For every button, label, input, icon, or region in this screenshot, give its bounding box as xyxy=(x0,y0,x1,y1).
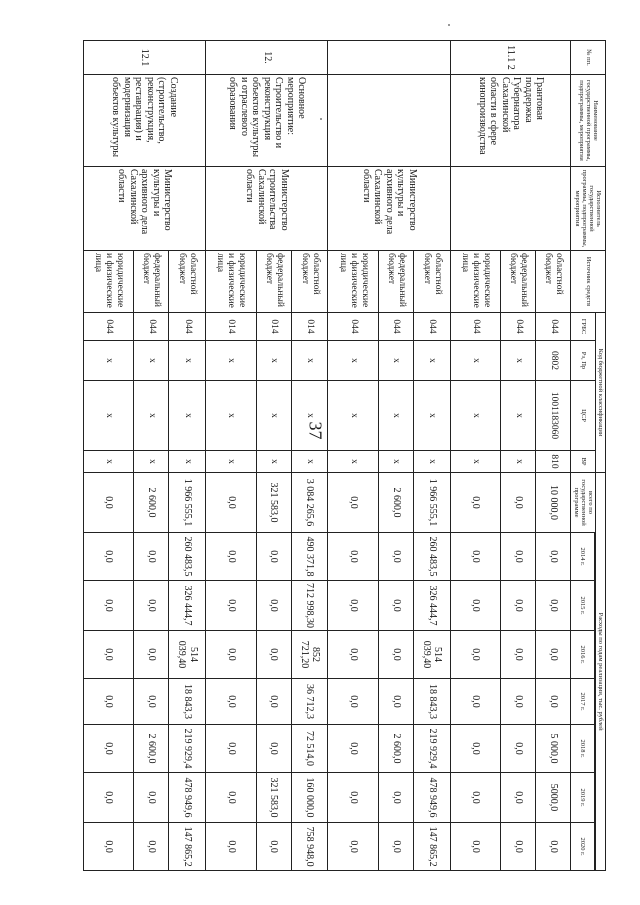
year-value-cell: 0,0 xyxy=(536,679,571,725)
year-value-cell: 2 600,0 xyxy=(134,725,169,773)
year-value-cell: 0,0 xyxy=(256,679,291,725)
measure-name-cell: Грантовая поддержка Губернатора Сахалинской области в сфере кинопроизводства xyxy=(450,75,571,167)
budget-table xyxy=(83,40,606,871)
header-expenses: Расходы по годам реализации, тыс. рублей xyxy=(595,473,605,871)
year-value-cell: 0,0 xyxy=(83,631,134,679)
year-value-cell: 147 865,2 xyxy=(414,823,451,871)
header-years-spacer xyxy=(594,533,595,871)
year-value-cell: 0,0 xyxy=(536,631,571,679)
header-grbs: ГРБС xyxy=(571,313,595,341)
table-row xyxy=(291,41,328,871)
year-value-cell: 0,0 xyxy=(450,631,501,679)
year-value-cell: 0,0 xyxy=(328,725,379,773)
funding-source-cell: областной бюджет xyxy=(169,251,206,313)
year-value-cell: 0,0 xyxy=(450,773,501,823)
vr-cell: х xyxy=(169,451,206,473)
year-value-cell: 0,0 xyxy=(328,773,379,823)
funding-source-cell: юридические и физические лица xyxy=(328,251,379,313)
year-value-cell: 2 600,0 xyxy=(378,725,413,773)
year-value-cell: 219 929,4 xyxy=(414,725,451,773)
rzpr-cell: х xyxy=(328,341,379,381)
year-value-cell: 0,0 xyxy=(328,823,379,871)
csr-cell: х xyxy=(291,381,328,451)
year-value-cell: 0,0 xyxy=(134,533,169,581)
year-value-cell: 0,0 xyxy=(256,725,291,773)
year-value-cell: 0,0 xyxy=(536,823,571,871)
funding-source-cell: юридические и физические лица xyxy=(450,251,501,313)
executor-cell: Министерство строительства Сахалинской области xyxy=(206,167,328,251)
total-cell: 0,0 xyxy=(450,473,501,533)
year-value-cell: 0,0 xyxy=(328,533,379,581)
year-value-cell: 160 000,0 xyxy=(291,773,328,823)
vr-cell: х xyxy=(134,451,169,473)
year-value-cell: 0,0 xyxy=(83,679,134,725)
rzpr-cell: х xyxy=(450,341,501,381)
grbs-cell: 044 xyxy=(169,313,206,341)
csr-cell: х xyxy=(378,381,413,451)
year-value-cell: 0,0 xyxy=(501,725,536,773)
year-value-cell: 0,0 xyxy=(83,581,134,631)
year-value-cell: 490 371,8 xyxy=(291,533,328,581)
table-row xyxy=(169,41,206,871)
rzpr-cell: х xyxy=(378,341,413,381)
budget-table-container xyxy=(93,40,606,870)
csr-cell: х xyxy=(83,381,134,451)
header-vr: ВР xyxy=(571,451,595,473)
year-value-cell: 0,0 xyxy=(134,823,169,871)
row-number-cell: 12.1 xyxy=(83,41,205,75)
total-cell: 1 966 555,1 xyxy=(169,473,206,533)
row-number-cell: 12. xyxy=(206,41,328,75)
year-value-cell: 852 721,20 xyxy=(291,631,328,679)
grbs-cell: 014 xyxy=(291,313,328,341)
total-cell: 0,0 xyxy=(501,473,536,533)
total-cell: 0,0 xyxy=(83,473,134,533)
year-value-cell: 0,0 xyxy=(83,823,134,871)
year-value-cell: 0,0 xyxy=(83,725,134,773)
total-cell: 0,0 xyxy=(328,473,379,533)
year-value-cell: 0,0 xyxy=(501,823,536,871)
year-value-cell: 147 865,2 xyxy=(169,823,206,871)
year-value-cell: 0,0 xyxy=(134,581,169,631)
year-value-cell: 0,0 xyxy=(328,679,379,725)
vr-cell: 810 xyxy=(536,451,571,473)
year-value-cell: 0,0 xyxy=(206,533,257,581)
vr-cell: х xyxy=(414,451,451,473)
year-value-cell: 758 948,0 xyxy=(291,823,328,871)
year-value-cell: 0,0 xyxy=(501,679,536,725)
header-source: Источник средств xyxy=(571,251,606,313)
year-value-cell: 0,0 xyxy=(83,773,134,823)
grbs-cell: 014 xyxy=(206,313,257,341)
grbs-cell: 044 xyxy=(414,313,451,341)
year-value-cell: 0,0 xyxy=(328,631,379,679)
grbs-cell: 014 xyxy=(256,313,291,341)
csr-cell: х xyxy=(328,381,379,451)
year-value-cell: 0,0 xyxy=(256,533,291,581)
year-value-cell: 0,0 xyxy=(134,773,169,823)
year-value-cell: 0,0 xyxy=(134,631,169,679)
measure-name-cell xyxy=(328,75,450,167)
year-value-cell: 326 444,7 xyxy=(169,581,206,631)
rzpr-cell: 0802 xyxy=(536,341,571,381)
year-value-cell: 0,0 xyxy=(206,823,257,871)
header-year: 2020 г. xyxy=(571,823,594,871)
scan-speck xyxy=(448,24,450,26)
year-value-cell: 0,0 xyxy=(450,679,501,725)
funding-source-cell: федеральный бюджет xyxy=(378,251,413,313)
header-year: 2019 г. xyxy=(571,773,594,823)
total-cell: 321 583,0 xyxy=(256,473,291,533)
row-number-cell xyxy=(328,41,450,75)
csr-cell: х xyxy=(501,381,536,451)
year-value-cell: 219 929,4 xyxy=(169,725,206,773)
table-header xyxy=(571,41,606,871)
grbs-cell: 044 xyxy=(83,313,134,341)
funding-source-cell: областной бюджет xyxy=(414,251,451,313)
header-rzpr: Рз, Пр xyxy=(571,341,595,381)
year-value-cell: 0,0 xyxy=(378,631,413,679)
vr-cell: х xyxy=(206,451,257,473)
year-value-cell: 0,0 xyxy=(536,533,571,581)
year-value-cell: 0,0 xyxy=(256,631,291,679)
grbs-cell: 044 xyxy=(328,313,379,341)
table-body xyxy=(83,41,571,871)
executor-cell: Министерство культуры и архивного дела Сахалинской области xyxy=(328,167,450,251)
year-value-cell: 0,0 xyxy=(378,823,413,871)
year-value-cell: 0,0 xyxy=(256,581,291,631)
measure-name-cell: Основное мероприятие: Строительство и реконструкция объектов культуры и отраслевого образования xyxy=(206,75,328,167)
year-value-cell: 0,0 xyxy=(501,773,536,823)
table-row xyxy=(414,41,451,871)
year-value-cell: 18 843,3 xyxy=(414,679,451,725)
rzpr-cell: х xyxy=(414,341,451,381)
year-value-cell: 0,0 xyxy=(501,533,536,581)
funding-source-cell: федеральный бюджет xyxy=(501,251,536,313)
vr-cell: х xyxy=(256,451,291,473)
year-value-cell: 326 444,7 xyxy=(414,581,451,631)
year-value-cell: 0,0 xyxy=(206,631,257,679)
year-value-cell: 0,0 xyxy=(328,581,379,631)
budget-table-rotated xyxy=(93,40,606,870)
vr-cell: х xyxy=(328,451,379,473)
year-value-cell: 0,0 xyxy=(450,581,501,631)
header-budget-class: Код бюджетной классификации xyxy=(595,313,605,473)
header-total: всего по государственной программе xyxy=(571,473,595,533)
grbs-cell: 044 xyxy=(378,313,413,341)
year-value-cell: 514 039,40 xyxy=(414,631,451,679)
grbs-cell: 044 xyxy=(450,313,501,341)
measure-name-cell: Создание (строительство, реконструкция, реставрация) и модернизация объектов культуры xyxy=(83,75,205,167)
funding-source-cell: юридические и физические лица xyxy=(206,251,257,313)
vr-cell: х xyxy=(501,451,536,473)
year-value-cell: 0,0 xyxy=(206,581,257,631)
header-year: 2015 г. xyxy=(571,581,594,631)
rzpr-cell: х xyxy=(134,341,169,381)
header-year: 2016 г. xyxy=(571,631,594,679)
rzpr-cell: х xyxy=(206,341,257,381)
year-value-cell: 0,0 xyxy=(378,773,413,823)
csr-cell: х xyxy=(134,381,169,451)
year-value-cell: 0,0 xyxy=(256,823,291,871)
year-value-cell: 0,0 xyxy=(378,679,413,725)
year-value-cell: 0,0 xyxy=(450,533,501,581)
total-cell: 10 000,0 xyxy=(536,473,571,533)
header-year: 2014 г. xyxy=(571,533,594,581)
csr-cell: х xyxy=(256,381,291,451)
year-value-cell: 0,0 xyxy=(450,823,501,871)
total-cell: 1 966 555,1 xyxy=(414,473,451,533)
year-value-cell: 0,0 xyxy=(450,725,501,773)
csr-cell: 1001183060 xyxy=(536,381,571,451)
csr-cell: х xyxy=(206,381,257,451)
header-executor: Исполнитель государственной программы, подпрограммы, мероприятия xyxy=(571,167,606,251)
executor-cell xyxy=(450,167,571,251)
executor-cell: Министерство культуры и архивного дела Сахалинской области xyxy=(83,167,205,251)
header-year: 2017 г. xyxy=(571,679,594,725)
rzpr-cell: х xyxy=(83,341,134,381)
year-value-cell: 0,0 xyxy=(206,679,257,725)
year-value-cell: 0,0 xyxy=(206,725,257,773)
year-value-cell: 18 843,3 xyxy=(169,679,206,725)
funding-source-cell: областной бюджет xyxy=(536,251,571,313)
year-value-cell: 5000,0 xyxy=(536,773,571,823)
table-row xyxy=(536,41,571,871)
year-value-cell: 478 949,6 xyxy=(414,773,451,823)
csr-cell: х xyxy=(414,381,451,451)
year-value-cell: 260 483,5 xyxy=(414,533,451,581)
year-value-cell: 0,0 xyxy=(378,533,413,581)
funding-source-cell: юридические и физические лица xyxy=(83,251,134,313)
year-value-cell: 478 949,6 xyxy=(169,773,206,823)
header-csr: ЦСР xyxy=(571,381,595,451)
year-value-cell: 0,0 xyxy=(501,631,536,679)
grbs-cell: 044 xyxy=(134,313,169,341)
total-cell: 0,0 xyxy=(206,473,257,533)
year-value-cell: 514 039,40 xyxy=(169,631,206,679)
year-value-cell: 321 583,0 xyxy=(256,773,291,823)
year-value-cell: 712 998,30 xyxy=(291,581,328,631)
header-year: 2018 г. xyxy=(571,725,594,773)
year-value-cell: 0,0 xyxy=(536,581,571,631)
vr-cell: х xyxy=(83,451,134,473)
funding-source-cell: федеральный бюджет xyxy=(256,251,291,313)
row-number-cell: 11.1 2 xyxy=(450,41,571,75)
rzpr-cell: х xyxy=(501,341,536,381)
year-value-cell: 0,0 xyxy=(378,581,413,631)
vr-cell: х xyxy=(291,451,328,473)
rzpr-cell: х xyxy=(256,341,291,381)
total-cell: 2 600,0 xyxy=(134,473,169,533)
year-value-cell: 0,0 xyxy=(83,533,134,581)
year-value-cell: 0,0 xyxy=(206,773,257,823)
funding-source-cell: областной бюджет xyxy=(291,251,328,313)
total-cell: 2 600,0 xyxy=(378,473,413,533)
grbs-cell: 044 xyxy=(536,313,571,341)
funding-source-cell: федеральный бюджет xyxy=(134,251,169,313)
vr-cell: х xyxy=(450,451,501,473)
header-name: Наименование государственной программы, подпрограммы, мероприятия xyxy=(571,75,606,167)
rzpr-cell: х xyxy=(169,341,206,381)
year-value-cell: 0,0 xyxy=(501,581,536,631)
total-cell: 3 084 265,6 xyxy=(291,473,328,533)
year-value-cell: 72 514,0 xyxy=(291,725,328,773)
year-value-cell: 36 712,3 xyxy=(291,679,328,725)
header-num: № пп. xyxy=(571,41,606,75)
vr-cell: х xyxy=(378,451,413,473)
grbs-cell: 044 xyxy=(501,313,536,341)
rzpr-cell: х xyxy=(291,341,328,381)
page-number: 37 xyxy=(305,421,326,440)
year-value-cell: 5 000,0 xyxy=(536,725,571,773)
year-value-cell: 260 483,5 xyxy=(169,533,206,581)
csr-cell: х xyxy=(169,381,206,451)
year-value-cell: 0,0 xyxy=(134,679,169,725)
csr-cell: х xyxy=(450,381,501,451)
